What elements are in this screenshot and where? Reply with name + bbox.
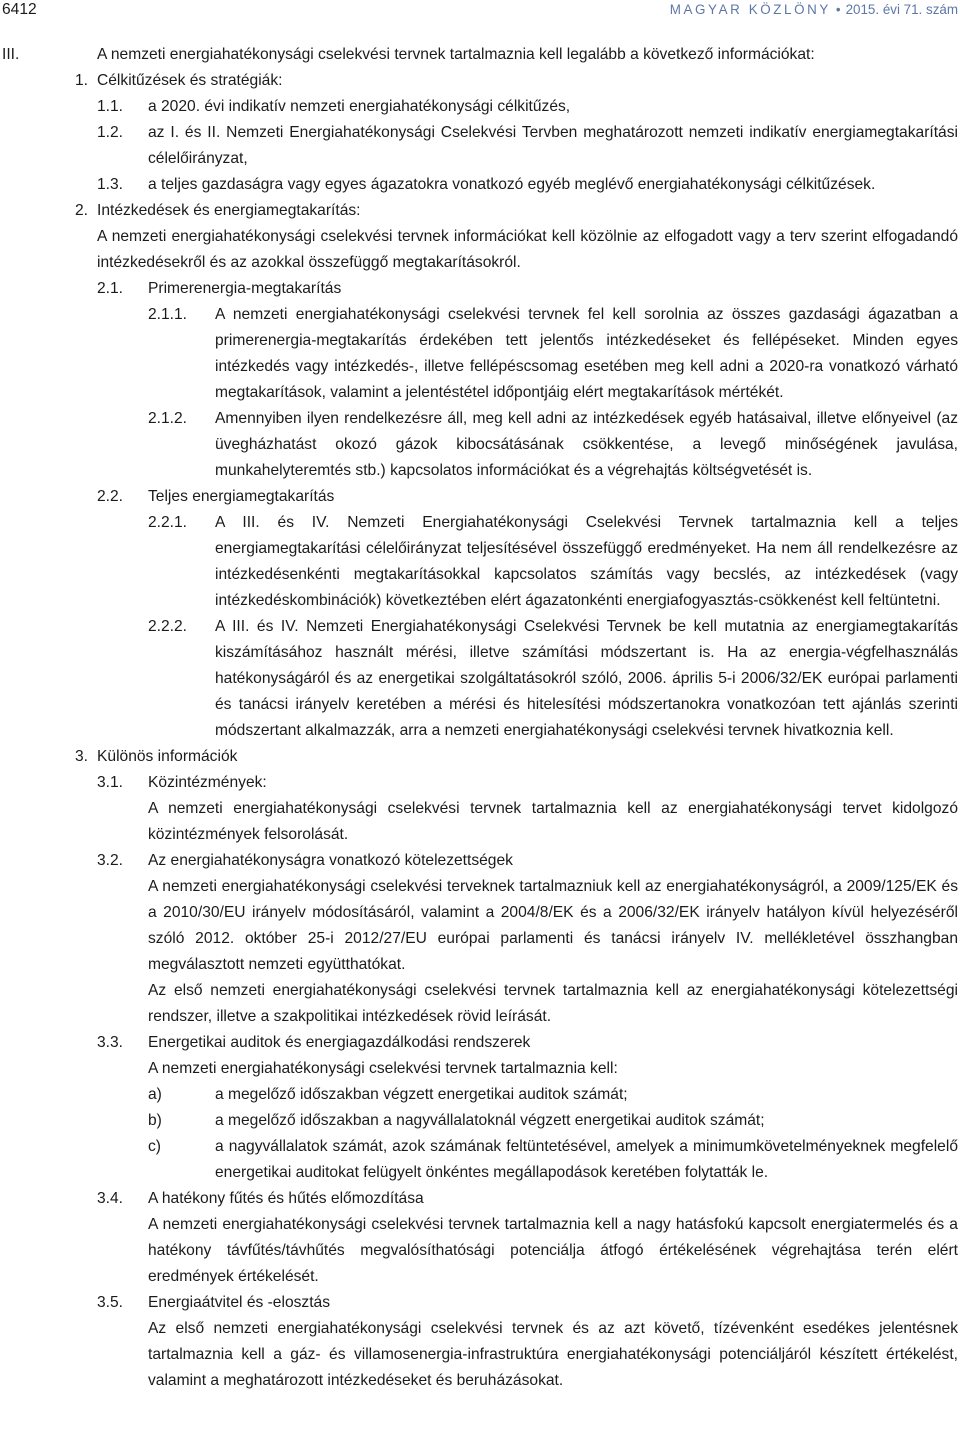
heading-text: Teljes energiamegtakarítás <box>148 488 335 505</box>
item-1-1 <box>0 94 960 120</box>
item-text: a teljes gazdaságra vagy egyes ágazatokra vonatkozó egyéb meglévő energiahatékonysági célkitűzések. <box>148 176 876 193</box>
item-number: 3.1. <box>97 774 124 791</box>
paragraph: A nemzeti energiahatékonysági cselekvési tervnek tartalmaznia kell a nagy hatásfokú kapcsolt energiatermelés és a hatékony távfűtés/távhűtés megvalósíthatósági potenciálja átfogó értékelésének végrehajtása terén elért eredmények értékelését. <box>148 1216 958 1285</box>
item-number: 2.1.1. <box>148 306 188 323</box>
heading-3-1 <box>0 770 960 796</box>
heading-3-2 <box>0 848 960 874</box>
item-text: az I. és II. Nemzeti Energiahatékonysági Cselekvési Tervben meghatározott nemzeti indikatív energiamegtakarítási célelőirányzat, <box>148 124 958 167</box>
item-text: a 2020. évi indikatív nemzeti energiahatékonysági célkitűzés, <box>148 98 571 115</box>
heading-3 <box>0 744 960 770</box>
item-number: 2.2. <box>97 488 124 505</box>
heading-text: Primerenergia-megtakarítás <box>148 280 342 297</box>
heading-2-1 <box>0 276 960 302</box>
item-2-1-1 <box>0 302 960 406</box>
paragraph: Az első nemzeti energiahatékonysági cselekvési tervnek tartalmaznia kell az energiahatékonysági kötelezettségi rendszer, illetve a szakpolitikai intézkedések rövid leírását. <box>148 982 958 1025</box>
item-text: A III. és IV. Nemzeti Energiahatékonysági Cselekvési Tervnek tartalmaznia kell a teljes energiamegtakarítási célelőirányzat teljesítésével összefüggő eredményeket. Ha nem áll rendelkezésre az intézkedésenkénti megtakarításokkal kapcsolatos számítás vagy becslés, az intézkedések (vagy intézkedéskombinációk) következtében elért ágazatonkénti energiafogyasztás-csökkenést kell feltüntetni. <box>215 514 958 609</box>
item-number: 1. <box>75 72 89 89</box>
list-marker: a) <box>148 1086 162 1103</box>
heading-text: Célkitűzések és stratégiák: <box>97 72 283 89</box>
heading-3-4 <box>0 1186 960 1212</box>
list-text: a nagyvállalatok számát, azok számának feltüntetésével, amelyek a minimumkövetelményeknek megfelelő energetikai auditokat felügyelt önkéntes megállapodások keretében folytatták le. <box>215 1138 958 1181</box>
heading-text: Különös információk <box>97 748 238 765</box>
heading-text: Energiaátvitel és -elosztás <box>148 1294 331 1311</box>
heading-2 <box>0 198 960 224</box>
heading-2-2 <box>0 484 960 510</box>
item-number: 2. <box>75 202 89 219</box>
heading-text: A hatékony fűtés és hűtés előmozdítása <box>148 1190 424 1207</box>
heading-text: Energetikai auditok és energiagazdálkodási rendszerek <box>148 1034 531 1051</box>
paragraph: A nemzeti energiahatékonysági cselekvési terveknek tartalmazniuk kell az energiahatékonyságról, a 2009/125/EK és a 2010/30/EU irányelv módosításáról, valamint a 2004/8/EK és a 2006/32/EK irányelv hatályon kívül helyezéséről szóló 2012. október 25-i 2012/27/EU európai parlamenti és tanácsi irányelv IV. mellékletével összhangban megválasztott nemzeti együtthatókat. <box>148 878 958 973</box>
item-number: 3.3. <box>97 1034 124 1051</box>
item-2-1-2 <box>0 406 960 484</box>
item-1-2 <box>0 120 960 172</box>
heading-text: Intézkedések és energiamegtakarítás: <box>97 202 361 219</box>
issue-number: 2015. évi 71. szám <box>845 2 958 17</box>
document-body <box>0 42 960 1394</box>
item-number: 2.1. <box>97 280 124 297</box>
item-number: 2.2.1. <box>148 514 188 531</box>
section-heading <box>0 42 960 68</box>
heading-text: Az energiahatékonyságra vonatkozó kötelezettségek <box>148 852 513 869</box>
item-text: A nemzeti energiahatékonysági cselekvési tervnek fel kell sorolnia az összes gazdasági ágazatban a primerenergia-megtakarítás érdekében tett jelentős intézkedéseket és fellépéseket. Minden egyes intézkedés vagy intézkedés-, illetve fellépéscsomag esetében meg kell adni a 2020-ra vonatkozó várható megtakarítások, valamint a jelentéstétel időpontjáig elért megtakarítások mértékét. <box>215 306 958 401</box>
running-header <box>670 0 958 20</box>
heading-1 <box>0 68 960 94</box>
list-item-c <box>0 1134 960 1186</box>
publication-name: MAGYAR KÖZLÖNY <box>669 2 831 17</box>
page-number: 6412 <box>2 1 37 18</box>
list-text: a megelőző időszakban a nagyvállalatoknál végzett energetikai auditok számát; <box>215 1112 765 1129</box>
item-text: A III. és IV. Nemzeti Energiahatékonysági Cselekvési Tervnek be kell mutatnia az energiamegtakarítás kiszámításához használt mérési, illetve számítási módszertant is. Ha az energia-végfelhasználás hatékonyságáról és az energetikai szolgáltatásokról szóló, 2006. április 5-i 2006/32/EK európai parlamenti és tanácsi irányelv keretében a mérési és hitelesítési módszertanokra vonatkozóan tett ajánlás szerinti módszertant alkalmazzák, arra a nemzeti energiahatékonysági cselekvési tervnek hivatkoznia kell. <box>215 618 958 739</box>
list-item-a <box>0 1082 960 1108</box>
section-title: A nemzeti energiahatékonysági cselekvési tervnek tartalmaznia kell legalább a következő információkat: <box>97 46 815 63</box>
heading-3-5 <box>0 1290 960 1316</box>
item-number: 1.2. <box>97 124 124 141</box>
item-number: 1.1. <box>97 98 124 115</box>
item-1-3 <box>0 172 960 198</box>
list-item-b <box>0 1108 960 1134</box>
item-number: 2.2.2. <box>148 618 188 635</box>
item-number: 3.2. <box>97 852 124 869</box>
list-marker: b) <box>148 1112 162 1129</box>
item-number: 1.3. <box>97 176 124 193</box>
item-number: 3.5. <box>97 1294 124 1311</box>
paragraph: A nemzeti energiahatékonysági cselekvési tervnek tartalmaznia kell az energiahatékonysági tervet kidolgozó közintézmények felsorolását. <box>148 800 958 843</box>
paragraph: A nemzeti energiahatékonysági cselekvési tervnek tartalmaznia kell: <box>148 1060 618 1077</box>
item-number: 3. <box>75 748 89 765</box>
item-number: 2.1.2. <box>148 410 188 427</box>
list-marker: c) <box>148 1138 161 1155</box>
list-text: a megelőző időszakban végzett energetikai auditok számát; <box>215 1086 628 1103</box>
item-2-2-2 <box>0 614 960 744</box>
item-2-2-1 <box>0 510 960 614</box>
heading-text: Közintézmények: <box>148 774 267 791</box>
paragraph: A nemzeti energiahatékonysági cselekvési tervnek információkat kell közölnie az elfogadott vagy a terv szerint elfogadandó intézkedésekről és az azokkal összefüggő megtakarításokról. <box>97 228 958 271</box>
separator-dot: • <box>835 2 841 17</box>
page-header <box>0 0 960 24</box>
paragraph: Az első nemzeti energiahatékonysági cselekvési tervnek és az azt követő, tízévenként esedékes jelentésnek tartalmaznia kell a gáz- és villamosenergia-infrastruktúra energiahatékonysági potenciáljáról készített értékelést, valamint a meghatározott intézkedéseket és beruházásokat. <box>148 1320 958 1389</box>
heading-3-3 <box>0 1030 960 1056</box>
section-number: III. <box>2 46 20 63</box>
item-text: Amennyiben ilyen rendelkezésre áll, meg kell adni az intézkedések egyéb hatásaival, illetve előnyeivel (az üvegházhatást okozó gázok kibocsátásának csökkentése, a levegő minőségének javulása, munkahelyteremtés stb.) kapcsolatos információkat és a végrehajtás költségvetését is. <box>215 410 958 479</box>
item-number: 3.4. <box>97 1190 124 1207</box>
